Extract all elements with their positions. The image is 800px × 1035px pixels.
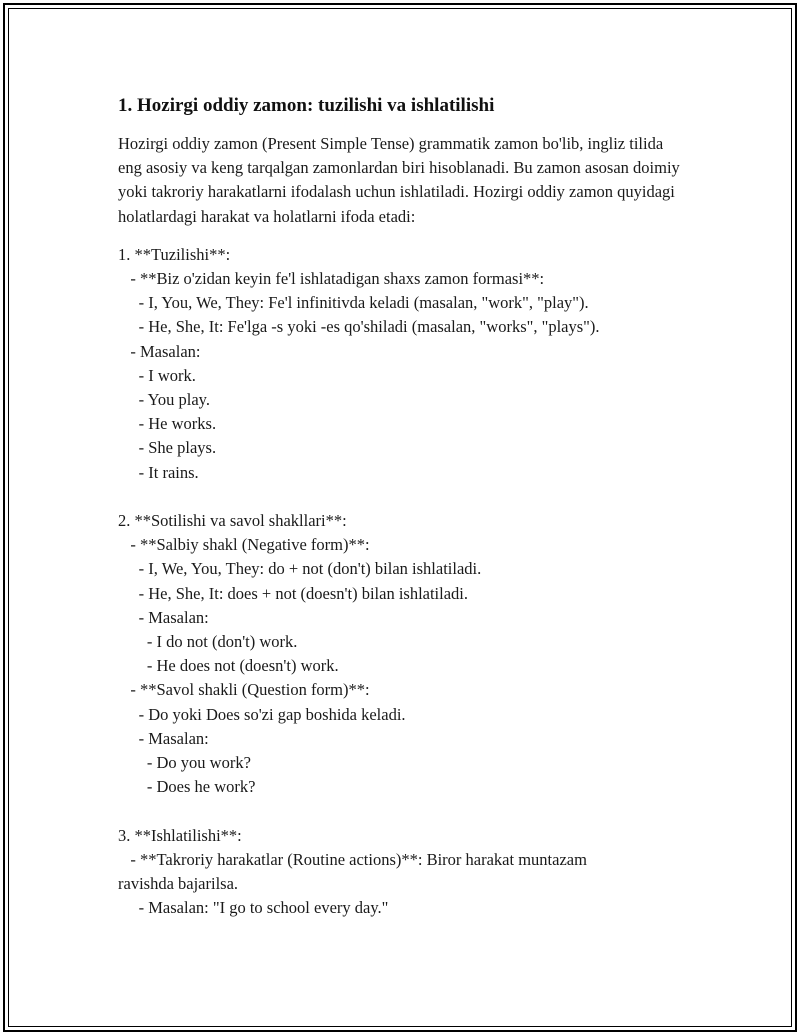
body-line: - **Salbiy shakl (Negative form)**: [118, 535, 370, 555]
body-line: - He, She, It: Fe'lga -s yoki -es qo'shiladi (masalan, "works", "plays"). [118, 317, 600, 337]
body-line: - **Savol shakli (Question form)**: [118, 680, 370, 700]
body-line: - I do not (don't) work. [118, 632, 298, 652]
body-line: - Masalan: [118, 728, 209, 748]
body-line: - I, We, You, They: do + not (don't) bilan ishlatiladi. [118, 559, 482, 579]
body-line: - It rains. [118, 462, 199, 482]
blank-line [118, 799, 688, 823]
intro-paragraph: Hozirgi oddiy zamon (Present Simple Tense) grammatik zamon bo'lib, ingliz tilida eng asosiy va keng tarqalgan zamonlardan biri hisoblanadi. Bu zamon asosan doimiy yoki takroriy harakatlarni ifodalash uchun ishlatiladi. Hozirgi oddiy zamon quyidagi holatlardagi harakat va holatlarni ifoda etadi: [118, 134, 680, 226]
body-line: - Do yoki Does so'zi gap boshida keladi. [118, 704, 406, 724]
body-line: - He does not (doesn't) work. [118, 656, 339, 676]
body-line: 1. **Tuzilishi**: [118, 244, 231, 264]
body-line: - He works. [118, 414, 217, 434]
blank-line [118, 485, 688, 509]
body-line: - I, You, We, They: Fe'l infinitivda keladi (masalan, "work", "play"). [118, 293, 589, 313]
body-line: - She plays. [118, 438, 217, 458]
body-line: - **Biz o'zidan keyin fe'l ishlatadigan shaxs zamon formasi**: [118, 269, 545, 289]
body-line: ravishda bajarilsa. [118, 874, 239, 894]
body-line: - **Takroriy harakatlar (Routine actions)**: Biror harakat muntazam [118, 849, 587, 869]
body-line: - Masalan: "I go to school every day." [118, 898, 389, 918]
body-line: 3. **Ishlatilishi**: [118, 825, 242, 845]
body-line: - Masalan: [118, 607, 209, 627]
document-title: 1. Hozirgi oddiy zamon: tuzilishi va ishlatilishi [118, 95, 495, 116]
document-body [118, 243, 688, 921]
body-line: - You play. [118, 390, 210, 410]
body-line: - I work. [118, 365, 196, 385]
body-line: - Do you work? [118, 753, 251, 773]
body-line: - Does he work? [118, 777, 256, 797]
body-line: - Masalan: [118, 341, 201, 361]
body-line: 2. **Sotilishi va savol shakllari**: [118, 511, 347, 531]
document-content [118, 92, 688, 920]
body-line: - He, She, It: does + not (doesn't) bilan ishlatiladi. [118, 583, 469, 603]
